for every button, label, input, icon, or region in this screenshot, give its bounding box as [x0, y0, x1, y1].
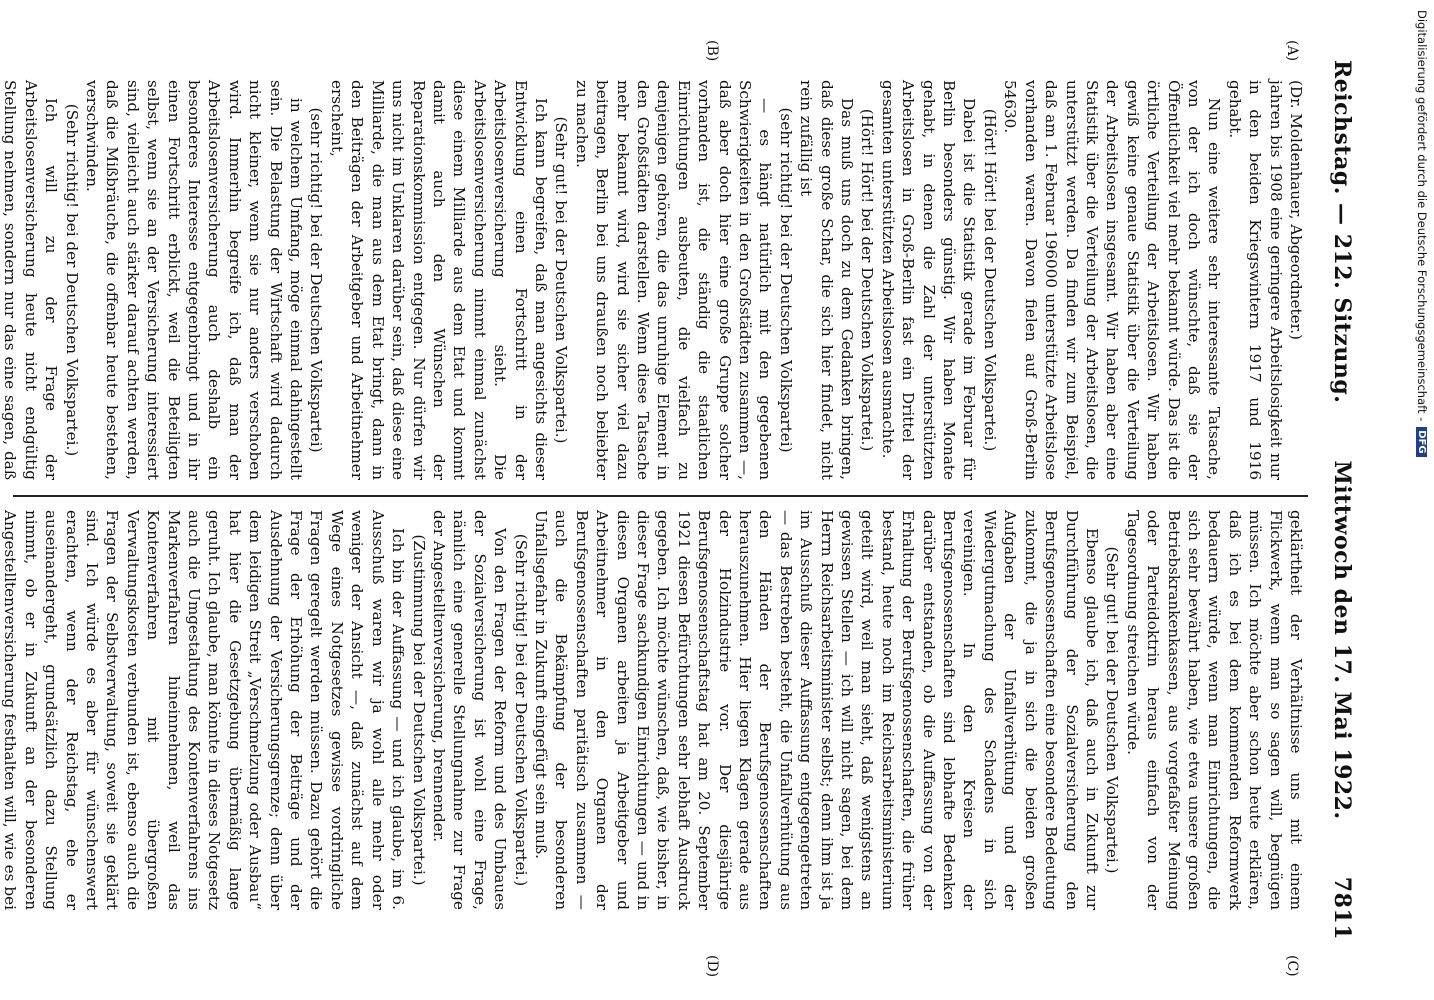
margin-mark-a: (A): [1284, 40, 1300, 62]
right-paragraph: (Sehr richtig! bei der Deutschen Volkspartei.): [511, 533, 530, 887]
header-date: Mittwoch den 17. Mai 1922.: [1329, 460, 1355, 820]
right-paragraph: geklärtheit der Verhältnisse uns mit einem Flickwerk, wenn man so sagen will, begnügen müssen. Ich möchte aber schon heute erklären, daß ich es bei dem kommenden Reformwerk bedauern würde, wenn man Einrichtungen, die sich sehr bewährt haben, wie etwa unsere großen Betriebskrankenkassen, aus vorgefaßter Meinung oder Parteidoktrin heraus einfach von der Tagesordnung streichen würde.: [1123, 510, 1305, 910]
digitization-note: [1399, 10, 1429, 1000]
left-paragraph: Ich will zu der Frage der Arbeitslosenversicherung heute nicht endgültig Stellung nehmen, sondern nur das eine sagen, daß: [1, 80, 61, 480]
left-paragraph: Das muß uns doch zu dem Gedanken bringen, daß diese große Schar, die sich hier findet, nicht rein zufällig ist: [797, 80, 857, 480]
right-paragraph: (Zustimmung bei der Deutschen Volkspartei.): [409, 534, 428, 886]
left-paragraph: (Dr. Moldenhauer, Abgeordneter.): [1287, 80, 1305, 340]
left-paragraph: (Hört! Hört! bei der Deutschen Volkspartei.): [980, 108, 999, 452]
page-number: 7811: [1329, 876, 1355, 940]
column-divider: [13, 495, 1308, 497]
digitization-text: Digitalisierung gefördert durch die Deutsche Forschungsgemeinschaft -: [1415, 10, 1429, 422]
left-paragraph: (Hört! Hört! bei der Deutschen Volkspartei.): [858, 108, 877, 452]
right-paragraph: Ebenso glaube ich, daß auch in Zukunft zur Durchführung der Sozialversicherung den Berufsgenossenschaften eine besondere Bedeutung zukommt, die ja in sich die beiden großen Aufgaben der Unfallverhütung und der Wiedergutmachung des Schadens in sich vereinigen. In den Kreisen der Berufsgenossenschaften sind lebhafte Bedenken darüber entstanden, ob die Auffassung von der Erhaltung der Berufsgenossenschaften, die früher bestand, heute noch im Reichsarbeitsministerium geteilt wird, weil man sieht, daß wenigstens an gewissen Stellen — ich will nicht sagen, bei dem Herrn Reichsarbeitsminister selbst; denn ihm ist ja im Ausschuß dieser Auffassung entgegengetreten — das Bestreben besteht, die Unfallverhütung aus den Händen der Berufsgenossenschaften herauszunehmen. Hier liegen Klagen gerade aus der Holzindustrie vor. Der diesjährige Berufsgenossenschaftstag hat am 20. September 1921 diesen Befürchtungen sehr lebhaft Ausdruck gegeben. Ich möchte wünschen, daß, wie bisher, in dieser Frage sachkundigen Einrichtungen — und in diesen Organen arbeiten ja Arbeitgeber und Arbeitnehmer in den Organen der Berufsgenossenschaften paritätisch zusammen — auch die Bekämpfung der besonderen Unfallsgefahr in Zukunft eingefügt sein muß.: [531, 510, 1101, 910]
right-column: [1, 510, 1306, 910]
margin-mark-c: (C): [1284, 955, 1300, 977]
left-paragraph: (sehr richtig! bei der Deutschen Volkspartei): [776, 107, 795, 453]
left-paragraph: jahren bis 1908 eine geringere Arbeitslosigkeit nur in den beiden Kriegswintern 1917 und 1916 gehabt.: [1225, 80, 1285, 480]
left-paragraph: (Sehr gut! bei der Deutschen Volkspartei.): [552, 116, 571, 444]
left-paragraph: — es hängt natürlich mit den gegebenen Schwierigkeiten in den Großstädten zusammen —, daß aber doch hier eine große Gruppe solcher vorhanden ist, die ständig die staatlichen Einrichtungen ausbeuten, die vielfach zu denjenigen gehören, die das unruhige Element in den Großstädten darstellen. Wenn diese Tatsache mehr bekannt wird, wird sie sicher viel dazu beitragen, Berlin bei uns draußen noch beliebter zu machen.: [572, 80, 775, 480]
left-column: [1, 80, 1306, 480]
margin-mark-d: (D): [704, 955, 720, 978]
left-paragraph: Ich kann begreifen, daß man angesichts dieser Entwicklung einen Fortschritt in der Arbeitslosenversicherung sieht. Die Arbeitslosenversicherung nimmt einmal zunächst diese einem Milliarde aus dem Etat und kommt damit auch den Wünschen der Reparationskommission entgegen. Nur dürfen wir uns nicht im Unklaren darüber sein, daß diese eine Milliarde, die man aus dem Etat bringt, dann in den Beiträgen der Arbeitgeber und Arbeitnehmer erscheint,: [327, 80, 550, 480]
dfg-logo: DFG: [1417, 427, 1428, 456]
left-paragraph: in welchem Umfang, möge einmal dahingestellt sein. Die Belastung der Wirtschaft wird dadurch nicht kleiner, wenn sie nur anders verschoben wird. Immerhin begreife ich, daß man der Arbeitslosenversicherung auch deshalb ein besonderes Interesse entgegenbringt und in ihr einen Fortschritt erblickt, weil die Beteiligten selbst, wenn sie an der Versicherung interessiert sind, vielleicht auch stärker darauf achten werden, daß die Mißbräuche, die offenbar heute bestehen, verschwinden.: [83, 80, 306, 480]
left-paragraph: Dabei ist die Statistik gerade im Februar für Berlin besonders günstig. Wir haben Monate gehabt, in denen die Zahl der unterstützten Arbeitslosen in Groß-Berlin fast ein Drittel der gesamten unterstützten Arbeitslosen ausmachte.: [878, 80, 979, 480]
left-paragraph: (sehr richtig! bei der Deutschen Volkspartei): [307, 107, 326, 453]
left-paragraph: (Sehr richtig! bei der Deutschen Volkspartei.): [62, 103, 81, 457]
right-paragraph: Von den Fragen der Reform und des Umbaues der Sozialversicherung ist wohl eine Frage, nämlich eine generelle Stellungnahme zur Frage der Angestelltenversicherung, brennender.: [429, 510, 510, 910]
right-paragraph: (Sehr gut! bei der Deutschen Volkspartei.): [1103, 546, 1122, 874]
right-paragraph: Ich bin der Auffassung — und ich glaube, im 6. Ausschuß waren wir ja wohl alle mehr oder weniger der Ansicht —, daß zunächst auf dem Wege eines Notgesetzes gewisse vordringliche Fragen geregelt werden müssen. Dazu gehört die Frage der Erhöhung der Beiträge und der Ausdehnung der Versicherungsgrenze; denn über dem leidigen Streit „Verschmelzung oder Ausbau“ hat hier die Gesetzgebung übermäßig lange geruht. Ich glaube, man könnte in dieses Notgesetz auch die Umgestaltung des Kontenverfahrens ins Markenverfahren hineinnehmen, weil das Kontenverfahren mit übergroßen Verwaltungskosten verbunden ist, ebenso auch die Fragen der Selbstverwaltung, soweit sie geklärt sind. Ich würde es aber für wünschenswert erachten, wenn der Reichstag, ehe er auseinandergeht, grundsätzlich dazu Stellung nimmt, ob er in Zukunft an der besonderen Angestelltenversicherung festhalten will, wie es bei: [1, 510, 408, 910]
header-left: Reichstag. — 212. Sitzung.: [1329, 60, 1355, 404]
margin-mark-b: (B): [704, 40, 720, 62]
left-paragraph: Nun eine weitere sehr interessante Tatsache, von der ich doch wünschte, daß sie der Öffentlichkeit viel mehr bekannt würde. Das ist die örtliche Verteilung der Arbeitslosen. Wir haben gewiß keine genaue Statistik über die Verteilung der Arbeitslosen insgesamt. Wir haben aber eine Statistik über die Verteilung der Arbeitslosen, die unterstützt werden. Da finden wir zum Beispiel, daß am 1. Februar 196000 unterstützte Arbeitslose vorhanden waren. Davon fielen auf Groß-Berlin 54630.: [1001, 80, 1224, 480]
page-header: [1314, 60, 1370, 940]
